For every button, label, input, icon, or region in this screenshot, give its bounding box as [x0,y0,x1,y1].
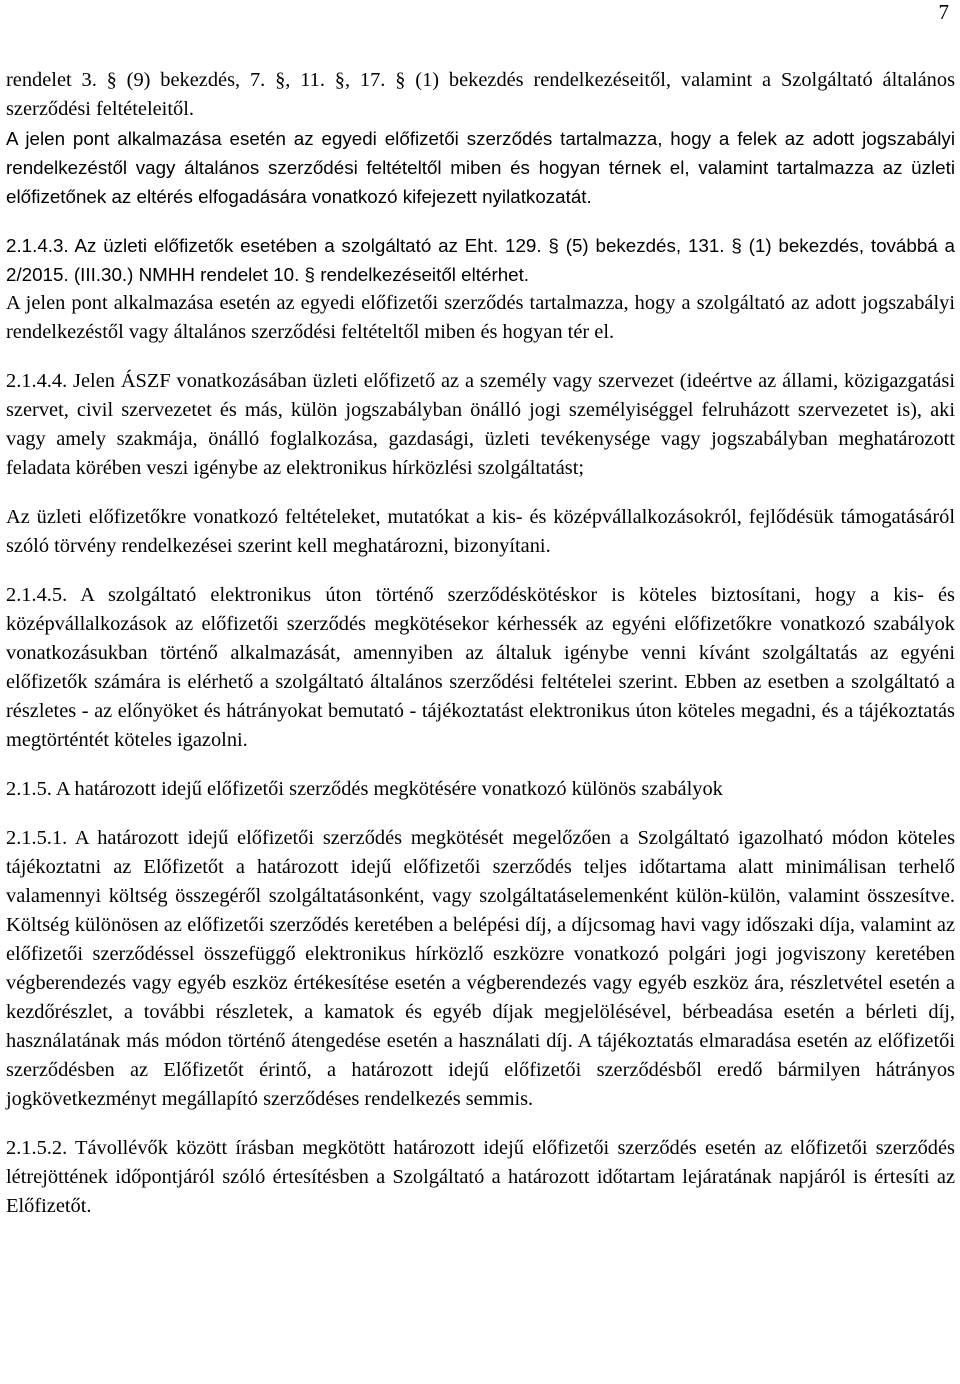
paragraph-provider-deviation: A jelen pont alkalmazása esetén az egyedi előfizetői szerződés tartalmazza, hogy a szolgáltató az adott jogszabályi rendelkezéstől vagy általános szerződési feltételtől miben és hogyan tér el. [6,292,955,343]
paragraph-individual-contract-deviation: A jelen pont alkalmazása esetén az egyedi előfizetői szerződés tartalmazza, hogy a felek az adott jogszabályi rendelkezéstől vagy általános szerződési feltételtől miben és hogyan térnek el, valamint tartalmazza az üzleti előfizetőnek az eltérés elfogadására vonatkozó kifejezett nyilatkozatát. [6,128,955,207]
paragraph-2-1-4-5: 2.1.4.5. A szolgáltató elektronikus úton történő szerződéskötéskor is köteles biztosítani, hogy a kis- és középvállalkozások az előfizetői szerződés megkötésekor kérhessék az egyéni előfizetőkre vonatkozó szabályok vonatkozásukban történő alkalmazását, amennyiben az általuk igénybe venni kívánt szolgáltatás az egyéni előfizetők számára is elérhető a szolgáltató általános szerződési feltételei szerint. Ebben az esetben a szolgáltató a részletes - az előnyöket és hátrányokat bemutató - tájékoztatást elektronikus úton köteles megadni, és a tájékoztatás megtörténtét köteles igazolni. [6,584,955,751]
paragraph-2-1-5-1: 2.1.5.1. A határozott idejű előfizetői szerződés megkötését megelőzően a Szolgáltató igazolható módon köteles tájékoztatni az Előfizetőt a határozott idejű előfizetői szerződés teljes időtartama alatt minimálisan terhelő valamennyi költség összegéről szolgáltatásonként, vagy szolgáltatáselemenként külön-külön, valamint összesítve. Költség különösen az előfizetői szerződés keretében a belépési díj, a díjcsomag havi vagy időszaki díja, valamint az előfizetői szerződéssel összefüggő elektronikus hírközlő eszközre vonatkozó polgári jogi jogviszony keretében végberendezés vagy egyéb eszköz értékesítése esetén a végberendezés vagy egyéb eszköz ára, részletvétel esetén a kezdőrészlet, a további részletek, a kamatok és egyéb díjak megjelölésével, bérbeadása esetén a bérleti díj, használatának más módon történő átengedése esetén a használati díj. A tájékoztatás elmaradása esetén az előfizetői szerződésben az Előfizetőt érintő, a határozott idejű előfizetői szerződésből eredő bármilyen hátrányos jogkövetkezményt megállapító szerződéses rendelkezés semmis. [6,827,955,1110]
paragraph-continued-reference: rendelet 3. § (9) bekezdés, 7. §, 11. §, 17. § (1) bekezdés rendelkezéseitől, valamint a Szolgáltató általános szerződési feltételeitől. [6,69,955,120]
paragraph-2-1-4-4: 2.1.4.4. Jelen ÁSZF vonatkozásában üzleti előfizető az a személy vagy szervezet (ideértve az állami, közigazgatási szervet, civil szervezetet és más, külön jogszabályban önálló jogi személyiséggel felruházott szervezetet is), aki vagy amely szakmája, önálló foglalkozása, gazdasági, üzleti tevékenysége vagy jogszabályban meghatározott feladata körében veszi igénybe az elektronikus hírközlési szolgáltatást; [6,370,955,479]
paragraph-2-1-4-3: 2.1.4.3. Az üzleti előfizetők esetében a szolgáltató az Eht. 129. § (5) bekezdés, 131. § (1) bekezdés, továbbá a 2/2015. (III.30.) NMHH rendelet 10. § rendelkezéseitől eltérhet. [6,235,955,285]
paragraph-2-1-5-2: 2.1.5.2. Távollévők között írásban megkötött határozott idejű előfizetői szerződés esetén az előfizetői szerződés létrejöttének időpontjáról szóló értesítésben a Szolgáltató a határozott időtartam lejáratának napjáról is értesíti az Előfizetőt. [6,1137,955,1217]
section-heading-2-1-5: 2.1.5. A határozott idejű előfizetői szerződés megkötésére vonatkozó különös szabályok [6,778,723,800]
paragraph-sme-conditions: Az üzleti előfizetőkre vonatkozó feltételeket, mutatókat a kis- és középvállalkozásokról, fejlődésük támogatásáról szóló törvény rendelkezései szerint kell meghatározni, bizonyítani. [6,506,955,557]
document-body [6,66,955,1221]
page-number: 7 [938,0,949,24]
